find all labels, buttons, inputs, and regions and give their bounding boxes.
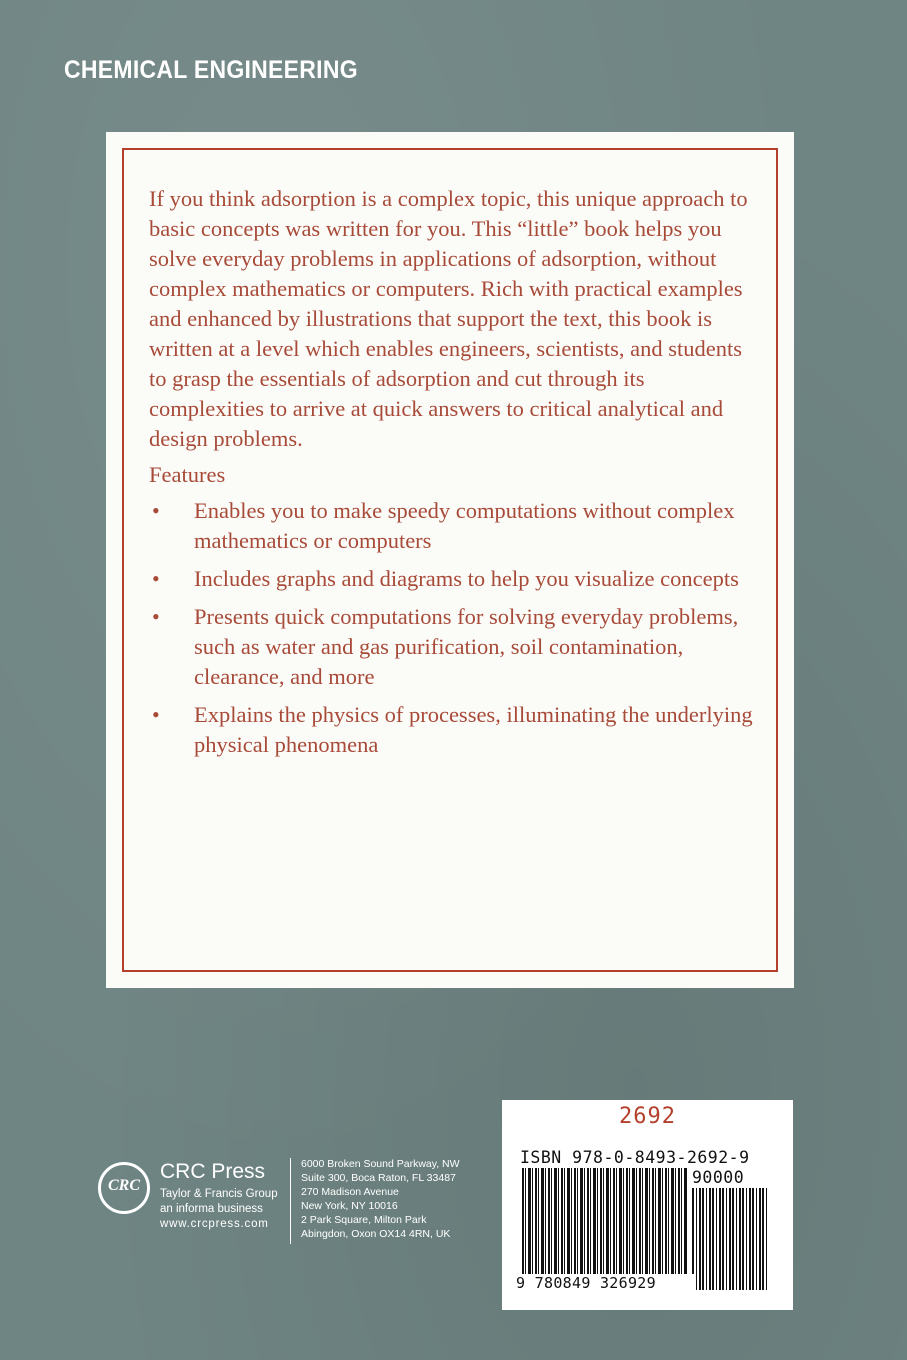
features-heading: Features [149,462,226,487]
ean-number: 9 780849 326929 [516,1274,696,1296]
feature-text: Explains the physics of processes, illuminating the underlying physical phenomena [194,702,753,757]
description-panel [106,132,794,988]
barcode-panel [502,1100,793,1310]
catalog-number: 2692 [619,1104,676,1129]
address-line: Suite 300, Boca Raton, FL 33487 [301,1172,456,1184]
publisher-subtitle: an informa business [160,1203,263,1215]
bullet-icon: • [152,604,160,629]
publisher-name: CRC Press [160,1160,266,1183]
addon-barcode-bars [692,1188,768,1290]
crc-logo-icon: CRC [98,1162,150,1214]
feature-item [149,700,759,760]
publisher-divider [290,1158,291,1244]
address-line: 6000 Broken Sound Parkway, NW [301,1158,460,1170]
address-line: 2 Park Square, Milton Park [301,1214,427,1226]
feature-text: Enables you to make speedy computations without complex mathematics or computers [194,498,735,553]
bullet-icon: • [152,566,160,591]
publisher-addresses [301,1158,460,1242]
isbn-label: ISBN 978-0-8493-2692-9 [520,1148,750,1167]
publisher-website: www.crcpress.com [160,1218,269,1230]
blurb [149,184,759,768]
address-line: 270 Madison Avenue [301,1186,399,1198]
feature-text: Presents quick computations for solving everyday problems, such as water and gas purification, soil contamination, clearance, and more [194,604,739,689]
description-text: If you think adsorption is a complex topic, this unique approach to basic concepts was written for you. This “little” book helps you solve everyday problems in applications of adsorption, without complex mathematics or computers. Rich with practical examples and enhanced by illustrations that support the text, this book is written at a level which enables engineers, scientists, and students to grasp the essentials of adsorption and cut through its complexities to arrive at quick answers to critical analytical and design problems. [149,186,748,451]
address-line: Abingdon, Oxon OX14 4RN, UK [301,1228,451,1240]
bullet-icon: • [152,498,160,523]
feature-item [149,496,759,556]
price-addon-code: 90000 [692,1168,772,1188]
feature-item [149,564,759,594]
barcode-bars [522,1168,688,1290]
publisher-block [98,1156,478,1246]
address-line: New York, NY 10016 [301,1200,398,1212]
category-label: CHEMICAL ENGINEERING [64,56,358,84]
feature-text: Includes graphs and diagrams to help you visualize concepts [194,566,739,591]
bullet-icon: • [152,702,160,727]
publisher-group: Taylor & Francis Group [160,1188,278,1200]
features-list [149,496,759,760]
feature-item [149,602,759,692]
